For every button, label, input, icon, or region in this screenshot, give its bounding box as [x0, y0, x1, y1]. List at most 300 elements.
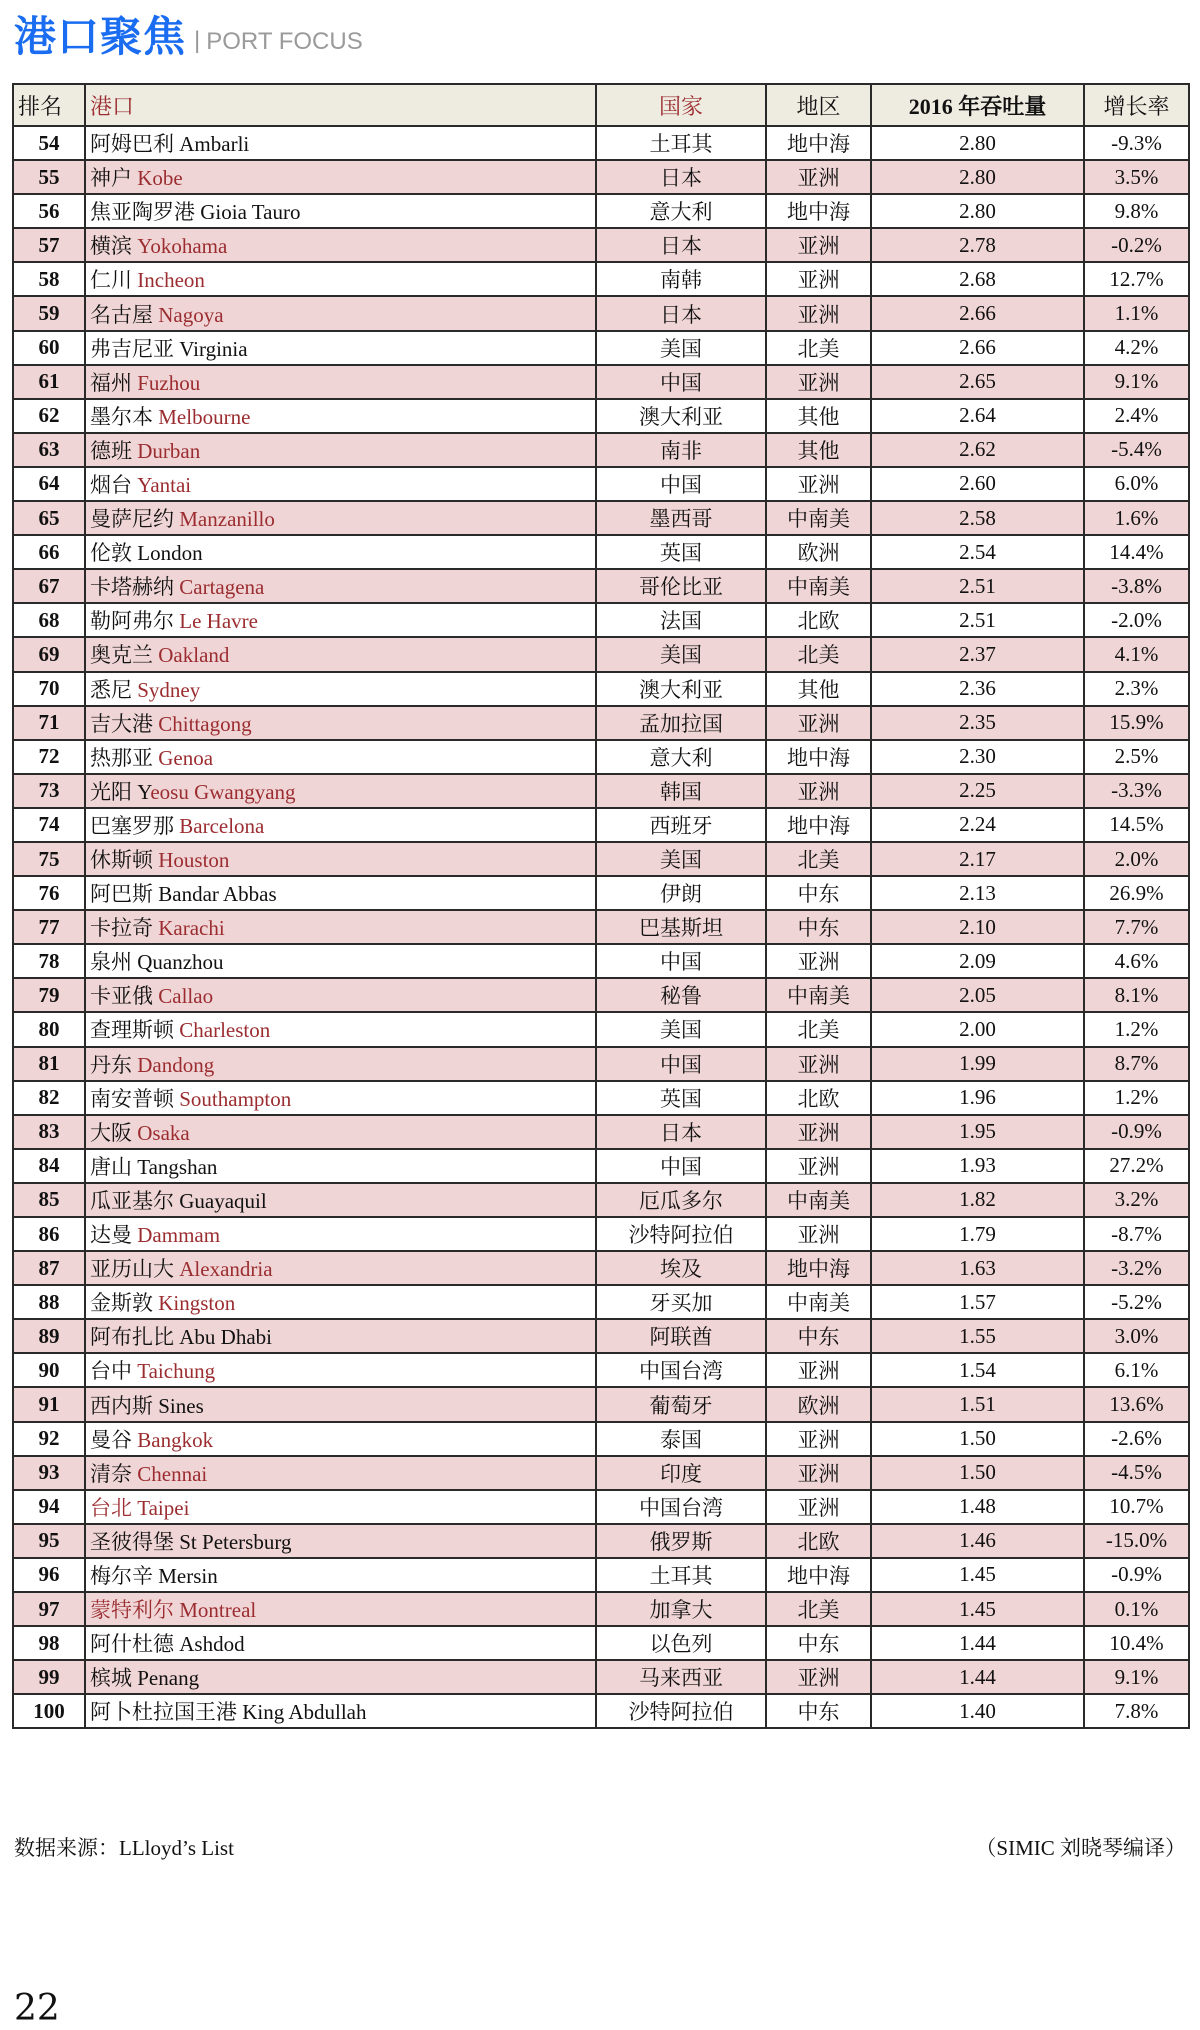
- throughput-cell: 1.57: [871, 1285, 1084, 1319]
- growth-cell: -15.0%: [1084, 1524, 1189, 1558]
- port-cell: [85, 501, 596, 535]
- country-cell: 美国: [596, 842, 766, 876]
- table-row: [13, 1626, 1189, 1660]
- port-name-en: Bangkok: [137, 1427, 214, 1452]
- rank-cell: 72: [13, 740, 85, 774]
- growth-cell: 8.1%: [1084, 978, 1189, 1012]
- region-cell: 地中海: [766, 808, 871, 842]
- throughput-cell: 2.17: [871, 842, 1084, 876]
- rank-cell: 77: [13, 910, 85, 944]
- port-name-en: Guayaquil: [179, 1188, 267, 1213]
- country-cell: 墨西哥: [596, 501, 766, 535]
- growth-cell: -2.6%: [1084, 1422, 1189, 1456]
- column-header-growth: 增长率: [1084, 84, 1189, 126]
- region-cell: 北欧: [766, 1081, 871, 1115]
- rank-cell: 96: [13, 1558, 85, 1592]
- throughput-cell: 1.44: [871, 1660, 1084, 1694]
- table-row: [13, 1490, 1189, 1524]
- region-cell: 中东: [766, 1694, 871, 1728]
- country-cell: 沙特阿拉伯: [596, 1217, 766, 1251]
- port-cell: [85, 569, 596, 603]
- table-row: [13, 1422, 1189, 1456]
- growth-cell: 9.8%: [1084, 194, 1189, 228]
- table-row: [13, 1660, 1189, 1694]
- growth-cell: 3.5%: [1084, 160, 1189, 194]
- port-cell: [85, 1558, 596, 1592]
- port-name-cn: 弗吉尼亚: [90, 336, 174, 361]
- region-cell: 亚洲: [766, 1456, 871, 1490]
- growth-cell: 6.1%: [1084, 1353, 1189, 1387]
- port-name-cn: 烟台: [90, 472, 132, 497]
- country-cell: 中国: [596, 1149, 766, 1183]
- port-name-cn: 查理斯顿: [90, 1018, 174, 1043]
- port-name-en: Nagoya: [158, 302, 224, 327]
- region-cell: 欧洲: [766, 1387, 871, 1421]
- table-row: [13, 1285, 1189, 1319]
- growth-cell: 9.1%: [1084, 1660, 1189, 1694]
- port-cell: [85, 331, 596, 365]
- throughput-cell: 2.68: [871, 262, 1084, 296]
- region-cell: 其他: [766, 672, 871, 706]
- throughput-cell: 1.55: [871, 1319, 1084, 1353]
- table-row: [13, 331, 1189, 365]
- table-row: [13, 740, 1189, 774]
- growth-cell: 2.5%: [1084, 740, 1189, 774]
- port-name-cn: 阿什杜德: [90, 1632, 174, 1657]
- port-name-en: Barcelona: [179, 813, 265, 838]
- port-cell: [85, 1660, 596, 1694]
- port-name-cn: 勒阿弗尔: [90, 609, 174, 634]
- port-name-en: Charleston: [179, 1018, 271, 1043]
- region-cell: 中南美: [766, 501, 871, 535]
- table-row: [13, 944, 1189, 978]
- rank-cell: 68: [13, 603, 85, 637]
- port-name-cn: 卡拉奇: [90, 916, 153, 941]
- port-name-en: Sydney: [137, 677, 201, 702]
- country-cell: 意大利: [596, 740, 766, 774]
- region-cell: 亚洲: [766, 1047, 871, 1081]
- country-cell: 英国: [596, 1081, 766, 1115]
- port-cell: [85, 637, 596, 671]
- region-cell: 亚洲: [766, 1422, 871, 1456]
- throughput-cell: 2.13: [871, 876, 1084, 910]
- region-cell: 其他: [766, 399, 871, 433]
- table-row: [13, 535, 1189, 569]
- country-cell: 韩国: [596, 774, 766, 808]
- port-cell: [85, 740, 596, 774]
- table-row: [13, 569, 1189, 603]
- growth-cell: 27.2%: [1084, 1149, 1189, 1183]
- growth-cell: 7.7%: [1084, 910, 1189, 944]
- port-cell: [85, 1047, 596, 1081]
- port-name-cn: 阿布扎比: [90, 1325, 174, 1350]
- region-cell: 中东: [766, 1626, 871, 1660]
- port-name-cn: 焦亚陶罗港: [90, 200, 195, 225]
- rank-cell: 70: [13, 672, 85, 706]
- throughput-cell: 2.80: [871, 160, 1084, 194]
- port-name-en: Melbourne: [158, 404, 251, 429]
- throughput-cell: 2.78: [871, 228, 1084, 262]
- port-cell: [85, 296, 596, 330]
- throughput-cell: 2.25: [871, 774, 1084, 808]
- growth-cell: 2.3%: [1084, 672, 1189, 706]
- port-name-cn: 大阪: [90, 1120, 132, 1145]
- table-row: [13, 1387, 1189, 1421]
- port-name-cn: 休斯顿: [90, 848, 153, 873]
- rank-cell: 69: [13, 637, 85, 671]
- region-cell: 北美: [766, 331, 871, 365]
- country-cell: 秘鲁: [596, 978, 766, 1012]
- rank-cell: 100: [13, 1694, 85, 1728]
- growth-cell: -9.3%: [1084, 126, 1189, 160]
- port-name-cn: 卡塔赫纳: [90, 575, 174, 600]
- table-row: [13, 467, 1189, 501]
- country-cell: 澳大利亚: [596, 672, 766, 706]
- growth-cell: 14.4%: [1084, 535, 1189, 569]
- rank-cell: 94: [13, 1490, 85, 1524]
- port-name-en: Quanzhou: [137, 950, 224, 975]
- port-name-cn: 伦敦: [90, 541, 132, 566]
- port-name-cn: 曼萨尼约: [90, 507, 174, 532]
- port-cell: [85, 194, 596, 228]
- port-name-cn: 金斯敦: [90, 1291, 153, 1316]
- growth-cell: 13.6%: [1084, 1387, 1189, 1421]
- growth-cell: 7.8%: [1084, 1694, 1189, 1728]
- rank-cell: 78: [13, 944, 85, 978]
- growth-cell: -3.2%: [1084, 1251, 1189, 1285]
- throughput-cell: 2.54: [871, 535, 1084, 569]
- rank-cell: 54: [13, 126, 85, 160]
- region-cell: 其他: [766, 433, 871, 467]
- port-cell: [85, 467, 596, 501]
- country-cell: 加拿大: [596, 1592, 766, 1626]
- growth-cell: -0.9%: [1084, 1558, 1189, 1592]
- rank-cell: 82: [13, 1081, 85, 1115]
- port-name-en: Taipei: [137, 1495, 190, 1520]
- region-cell: 地中海: [766, 194, 871, 228]
- port-name-en: Dandong: [137, 1052, 215, 1077]
- translator-credit: （SIMIC 刘晓琴编译）: [975, 1836, 1186, 1860]
- country-cell: 阿联酋: [596, 1319, 766, 1353]
- port-cell: [85, 1251, 596, 1285]
- rank-cell: 81: [13, 1047, 85, 1081]
- throughput-cell: 1.46: [871, 1524, 1084, 1558]
- port-name-cn: 曼谷: [90, 1427, 132, 1452]
- throughput-cell: 2.51: [871, 603, 1084, 637]
- throughput-cell: 2.80: [871, 194, 1084, 228]
- growth-cell: 0.1%: [1084, 1592, 1189, 1626]
- table-row: [13, 126, 1189, 160]
- port-cell: [85, 1694, 596, 1728]
- throughput-cell: 2.64: [871, 399, 1084, 433]
- growth-cell: -0.2%: [1084, 228, 1189, 262]
- port-name-cn: 台北: [90, 1495, 132, 1520]
- table-row: [13, 808, 1189, 842]
- throughput-cell: 2.80: [871, 126, 1084, 160]
- region-cell: 亚洲: [766, 774, 871, 808]
- table-row: [13, 1217, 1189, 1251]
- port-name-en-prefix: Y: [137, 779, 151, 804]
- region-cell: 北美: [766, 842, 871, 876]
- data-source-note: 数据来源：LLloyd’s List: [14, 1836, 234, 1860]
- throughput-cell: 1.96: [871, 1081, 1084, 1115]
- column-header-rank: 排名: [13, 84, 85, 126]
- port-cell: [85, 1183, 596, 1217]
- region-cell: 中南美: [766, 978, 871, 1012]
- port-name-en: Dammam: [137, 1223, 221, 1248]
- throughput-cell: 1.63: [871, 1251, 1084, 1285]
- region-cell: 亚洲: [766, 365, 871, 399]
- region-cell: 亚洲: [766, 1149, 871, 1183]
- port-cell: [85, 228, 596, 262]
- growth-cell: 1.1%: [1084, 296, 1189, 330]
- port-name-cn: 亚历山大: [90, 1257, 174, 1282]
- port-name-en: Taichung: [137, 1359, 216, 1384]
- growth-cell: 1.2%: [1084, 1081, 1189, 1115]
- country-cell: 日本: [596, 160, 766, 194]
- port-cell: [85, 706, 596, 740]
- throughput-cell: 1.54: [871, 1353, 1084, 1387]
- port-name-en: Southampton: [179, 1086, 292, 1111]
- rank-cell: 89: [13, 1319, 85, 1353]
- port-name-en: Cartagena: [179, 575, 265, 600]
- rank-cell: 98: [13, 1626, 85, 1660]
- growth-cell: 6.0%: [1084, 467, 1189, 501]
- rank-cell: 57: [13, 228, 85, 262]
- port-name-cn: 瓜亚基尔: [90, 1188, 174, 1213]
- region-cell: 北欧: [766, 603, 871, 637]
- table-row: [13, 194, 1189, 228]
- growth-cell: 3.0%: [1084, 1319, 1189, 1353]
- region-cell: 地中海: [766, 126, 871, 160]
- port-name-en: Abu Dhabi: [179, 1325, 272, 1350]
- country-cell: 南非: [596, 433, 766, 467]
- rank-cell: 63: [13, 433, 85, 467]
- port-cell: [85, 535, 596, 569]
- port-name-cn: 唐山: [90, 1154, 132, 1179]
- country-cell: 意大利: [596, 194, 766, 228]
- port-name-en: eosu Gwangyang: [150, 779, 296, 804]
- country-cell: 美国: [596, 637, 766, 671]
- column-header-port: 港口: [85, 84, 596, 126]
- port-cell: [85, 603, 596, 637]
- table-header-row: [13, 84, 1189, 126]
- port-cell: [85, 126, 596, 160]
- port-name-en: Virginia: [179, 336, 248, 361]
- table-row: [13, 1353, 1189, 1387]
- port-cell: [85, 1115, 596, 1149]
- port-name-en: Karachi: [158, 916, 225, 941]
- throughput-cell: 2.36: [871, 672, 1084, 706]
- region-cell: 中南美: [766, 569, 871, 603]
- rank-cell: 93: [13, 1456, 85, 1490]
- port-name-cn: 清奈: [90, 1461, 132, 1486]
- country-cell: 俄罗斯: [596, 1524, 766, 1558]
- column-header-throughput: 2016 年吞吐量: [871, 84, 1084, 126]
- throughput-cell: 1.45: [871, 1558, 1084, 1592]
- table-row: [13, 1319, 1189, 1353]
- section-title: 港口聚焦: [14, 12, 187, 61]
- country-cell: 中国台湾: [596, 1490, 766, 1524]
- rank-cell: 79: [13, 978, 85, 1012]
- port-name-en: Kingston: [158, 1291, 236, 1316]
- rank-cell: 80: [13, 1012, 85, 1046]
- port-name-en: King Abdullah: [242, 1700, 367, 1725]
- rank-cell: 99: [13, 1660, 85, 1694]
- region-cell: 北美: [766, 1012, 871, 1046]
- rank-cell: 67: [13, 569, 85, 603]
- growth-cell: -2.0%: [1084, 603, 1189, 637]
- rank-cell: 91: [13, 1387, 85, 1421]
- rank-cell: 56: [13, 194, 85, 228]
- country-cell: 土耳其: [596, 126, 766, 160]
- port-name-en: Penang: [137, 1666, 200, 1691]
- port-name-en: Callao: [158, 984, 214, 1009]
- throughput-cell: 1.48: [871, 1490, 1084, 1524]
- country-cell: 美国: [596, 331, 766, 365]
- throughput-cell: 2.24: [871, 808, 1084, 842]
- port-name-cn: 神户: [90, 166, 132, 191]
- rank-cell: 58: [13, 262, 85, 296]
- port-name-en: Oakland: [158, 643, 230, 668]
- table-row: [13, 1149, 1189, 1183]
- port-cell: [85, 1353, 596, 1387]
- region-cell: 亚洲: [766, 1217, 871, 1251]
- port-cell: [85, 1081, 596, 1115]
- port-name-cn: 蒙特利尔: [90, 1598, 174, 1623]
- port-name-cn: 泉州: [90, 950, 132, 975]
- port-ranking-table: [12, 83, 1190, 1729]
- port-cell: [85, 876, 596, 910]
- port-cell: [85, 433, 596, 467]
- port-name-cn: 西内斯: [90, 1393, 153, 1418]
- port-name-cn: 横滨: [90, 234, 132, 259]
- country-cell: 中国: [596, 1047, 766, 1081]
- throughput-cell: 1.82: [871, 1183, 1084, 1217]
- port-name-en: Yokohama: [137, 234, 228, 259]
- table-row: [13, 228, 1189, 262]
- growth-cell: -0.9%: [1084, 1115, 1189, 1149]
- country-cell: 孟加拉国: [596, 706, 766, 740]
- port-cell: [85, 365, 596, 399]
- region-cell: 亚洲: [766, 944, 871, 978]
- rank-cell: 62: [13, 399, 85, 433]
- port-name-en: Mersin: [158, 1563, 218, 1588]
- country-cell: 巴基斯坦: [596, 910, 766, 944]
- table-row: [13, 978, 1189, 1012]
- throughput-cell: 2.65: [871, 365, 1084, 399]
- rank-cell: 66: [13, 535, 85, 569]
- port-name-en: Tangshan: [137, 1154, 218, 1179]
- throughput-cell: 1.51: [871, 1387, 1084, 1421]
- region-cell: 北美: [766, 637, 871, 671]
- region-cell: 中南美: [766, 1183, 871, 1217]
- table-row: [13, 1558, 1189, 1592]
- growth-cell: 3.2%: [1084, 1183, 1189, 1217]
- throughput-cell: 1.40: [871, 1694, 1084, 1728]
- port-name-cn: 阿巴斯: [90, 882, 153, 907]
- rank-cell: 97: [13, 1592, 85, 1626]
- port-name-cn: 名古屋: [90, 302, 153, 327]
- port-cell: [85, 1387, 596, 1421]
- port-name-en: Ashdod: [179, 1632, 245, 1657]
- growth-cell: 9.1%: [1084, 365, 1189, 399]
- rank-cell: 75: [13, 842, 85, 876]
- port-name-cn: 圣彼得堡: [90, 1529, 174, 1554]
- port-name-en: Montreal: [179, 1598, 257, 1623]
- throughput-cell: 1.44: [871, 1626, 1084, 1660]
- port-name-en: Fuzhou: [137, 370, 201, 395]
- port-name-cn: 仁川: [90, 268, 132, 293]
- country-cell: 中国: [596, 365, 766, 399]
- table-row: [13, 1183, 1189, 1217]
- throughput-cell: 2.09: [871, 944, 1084, 978]
- country-cell: 英国: [596, 535, 766, 569]
- port-name-cn: 墨尔本: [90, 404, 153, 429]
- rank-cell: 60: [13, 331, 85, 365]
- region-cell: 中东: [766, 1319, 871, 1353]
- growth-cell: 26.9%: [1084, 876, 1189, 910]
- port-cell: [85, 1217, 596, 1251]
- port-name-en: Gioia Tauro: [200, 200, 301, 225]
- country-cell: 厄瓜多尔: [596, 1183, 766, 1217]
- port-cell: [85, 262, 596, 296]
- rank-cell: 95: [13, 1524, 85, 1558]
- region-cell: 亚洲: [766, 262, 871, 296]
- country-cell: 日本: [596, 296, 766, 330]
- table-row: [13, 603, 1189, 637]
- port-name-en: Yantai: [137, 472, 192, 497]
- throughput-cell: 1.93: [871, 1149, 1084, 1183]
- port-cell: [85, 944, 596, 978]
- port-cell: [85, 1422, 596, 1456]
- title-separator: |: [194, 27, 201, 54]
- rank-cell: 74: [13, 808, 85, 842]
- port-name-en: Le Havre: [179, 609, 258, 634]
- table-row: [13, 910, 1189, 944]
- port-name-en: Alexandria: [179, 1257, 273, 1282]
- country-cell: 日本: [596, 228, 766, 262]
- throughput-cell: 2.66: [871, 331, 1084, 365]
- rank-cell: 65: [13, 501, 85, 535]
- region-cell: 地中海: [766, 1251, 871, 1285]
- port-cell: [85, 1626, 596, 1660]
- country-cell: 以色列: [596, 1626, 766, 1660]
- port-cell: [85, 1285, 596, 1319]
- growth-cell: 12.7%: [1084, 262, 1189, 296]
- region-cell: 亚洲: [766, 1115, 871, 1149]
- table-row: [13, 706, 1189, 740]
- rank-cell: 88: [13, 1285, 85, 1319]
- port-name-cn: 福州: [90, 370, 132, 395]
- country-cell: 中国: [596, 944, 766, 978]
- country-cell: 泰国: [596, 1422, 766, 1456]
- region-cell: 亚洲: [766, 160, 871, 194]
- throughput-cell: 1.99: [871, 1047, 1084, 1081]
- rank-cell: 90: [13, 1353, 85, 1387]
- growth-cell: 15.9%: [1084, 706, 1189, 740]
- rank-cell: 85: [13, 1183, 85, 1217]
- table-row: [13, 1524, 1189, 1558]
- port-name-cn: 吉大港: [90, 711, 153, 736]
- throughput-cell: 1.79: [871, 1217, 1084, 1251]
- growth-cell: 1.2%: [1084, 1012, 1189, 1046]
- column-header-region: 地区: [766, 84, 871, 126]
- growth-cell: -3.3%: [1084, 774, 1189, 808]
- rank-cell: 87: [13, 1251, 85, 1285]
- region-cell: 亚洲: [766, 228, 871, 262]
- port-cell: [85, 1524, 596, 1558]
